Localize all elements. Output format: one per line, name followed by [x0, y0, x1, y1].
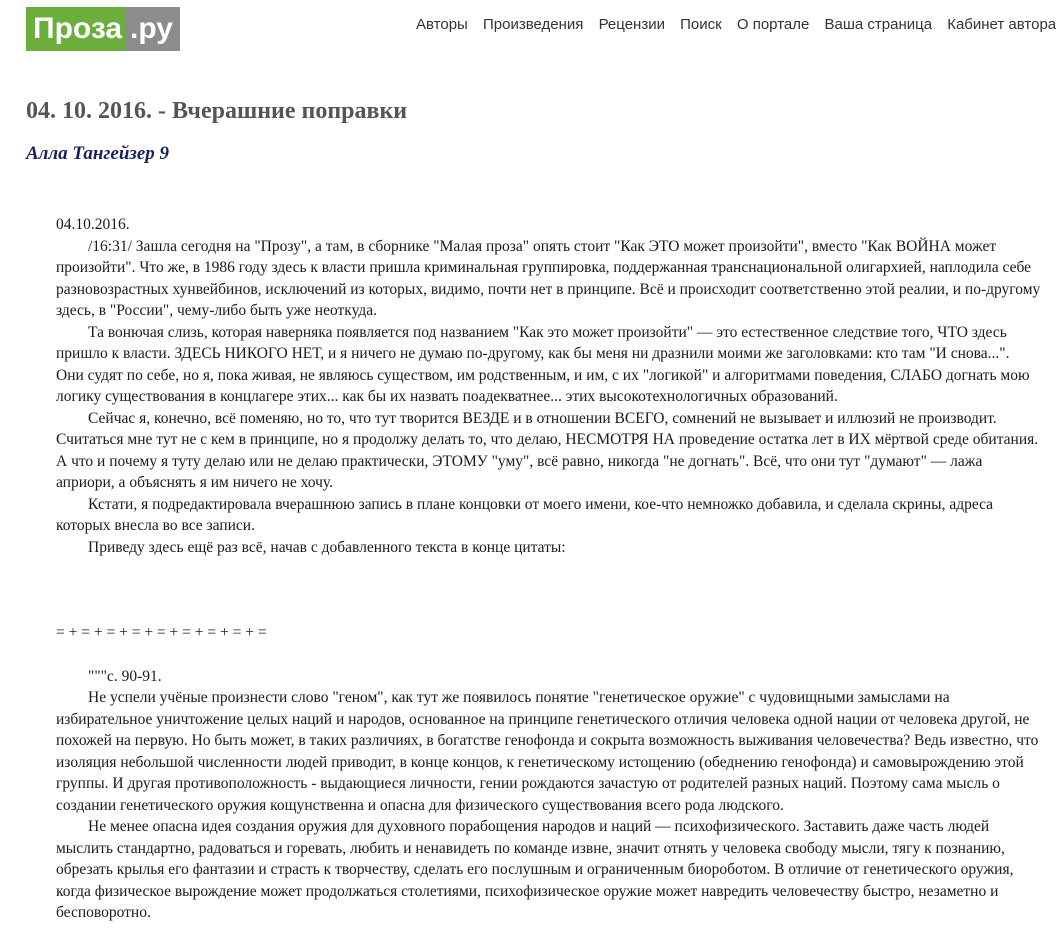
- article-body: [56, 214, 1041, 924]
- main-nav: [416, 16, 1062, 33]
- paragraph-6: """с. 90-91.: [88, 667, 162, 685]
- date-line: 04.10.2016.: [56, 216, 130, 233]
- site-header: [0, 0, 1062, 60]
- nav-search[interactable]: Поиск: [680, 16, 722, 33]
- paragraph-4: Кстати, я подредактировала вчерашнюю запись в плане концовки от моего имени, кое-что немножко добавила, и сделала скрины, адреса которых внесла во все записи.: [56, 495, 994, 534]
- paragraph-1: /16:31/ Зашла сегодня на "Прозу", а там, в сборнике "Малая проза" опять стоит "Как ЭТО может произойти", вместо "Как ВОЙНА может произойти". Что же, в 1986 году здесь к власти пришла криминальная группировка, поддержанная транснациональной олигархией, наплодила себе разновозрастных хунвейбинов, исключений из которых, видимо, почти нет в принципе. Всё и происходит соответственно этой реалии, и по-другому здесь, в "России", чему-либо быть уже неоткуда.: [56, 237, 1041, 319]
- logo-main: Проза: [26, 7, 126, 51]
- nav-about[interactable]: О портале: [736, 16, 810, 33]
- nav-authors[interactable]: Авторы: [416, 16, 468, 33]
- nav-reviews[interactable]: Рецензии: [598, 16, 665, 33]
- paragraph-2: Та вонючая слизь, которая наверняка появляется под названием "Как это может произойти" — это естественное следствие того, ЧТО здесь пришло к власти. ЗДЕСЬ НИКОГО НЕТ, и я ничего не думаю по-другому, как бы меня ни дразнили моими же заголовками: кто там "И снова...". Они судят по себе, но я, пока живая, не являюсь существом, им родственным, и им, с их "логикой" и алгоритмами поведения, СЛАБО догнать мою логику существования в концлагере этих... как бы их назвать поадекватнее... этих высокотехнологичных образований.: [56, 323, 1030, 405]
- paragraph-3: Сейчас я, конечно, всё поменяю, но то, что тут творится ВЕЗДЕ и в отношении ВСЕГО, сомнений не вызывает и иллюзий не производит. Считаться мне тут не с кем в принципе, но я продолжу делать то, что делаю, НЕСМОТРЯ НА проведение остатка лет в ИХ мёртвой среде обитания. А что и почему я туту делаю или не делаю практически, ЭТОМУ "уму", всё равно, никогда "не догнать". Всё, что они тут "думают" — лажа априори, а объяснять я им ничего не хочу.: [56, 409, 1039, 491]
- author-link[interactable]: Алла Тангейзер 9: [26, 143, 170, 164]
- separator-line: = + = + = + = + = + = + = + = + =: [56, 624, 267, 641]
- spacer: [56, 558, 1041, 622]
- paragraph-7: Не успели учёные произнести слово "геном", как тут же появилось понятие "генетическое оружие" с чудовищными замыслами на избирательное уничтожение целых наций и народов, основанное на принципе генетического отличия человека одной нации от человека другой, не похожей на первую. Но быть может, в таких различиях, в богатстве генофонда и сокрыта возможность выживания человечества? Ведь известно, что изоляция небольшой численности людей приводит, в конце концов, к генетическому истощению (обеднению генофонда) и самовырождению этой группы. И другая противоположность - выдающиеся личности, гении рождаются зачастую от родителей разных наций. Поэтому сама мысль о создании генетического оружия кощунственна и опасна для физического существования всего рода людского.: [56, 689, 1039, 814]
- nav-your-page[interactable]: Ваша страница: [824, 16, 933, 33]
- spacer: [56, 644, 1041, 666]
- paragraph-8: Не менее опасна идея создания оружия для духовного порабощения народов и наций — психофизического. Заставить даже часть людей мыслить стандартно, радоваться и горевать, любить и ненавидеть по команде извне, значит отнять у человека свободу мысли, тягу к познанию, обрезать крылья его фантазии и страсть к творчеству, сделать его послушным и ограниченным биороботом. В отличие от генетического оружия, когда физическое вырождение может продолжаться столетиями, психофизическое оружие может навредить человечеству быстро, незаметно и бесповоротно.: [56, 818, 1014, 921]
- nav-author-cabinet[interactable]: Кабинет автора: [947, 16, 1057, 33]
- site-logo[interactable]: [26, 7, 180, 51]
- logo-suffix: .ру: [126, 7, 180, 51]
- page-title: 04. 10. 2016. - Вчерашние поправки: [26, 98, 408, 124]
- nav-works[interactable]: Произведения: [482, 16, 584, 33]
- paragraph-5: Приведу здесь ещё раз всё, начав с добавленного текста в конце цитаты:: [88, 538, 566, 556]
